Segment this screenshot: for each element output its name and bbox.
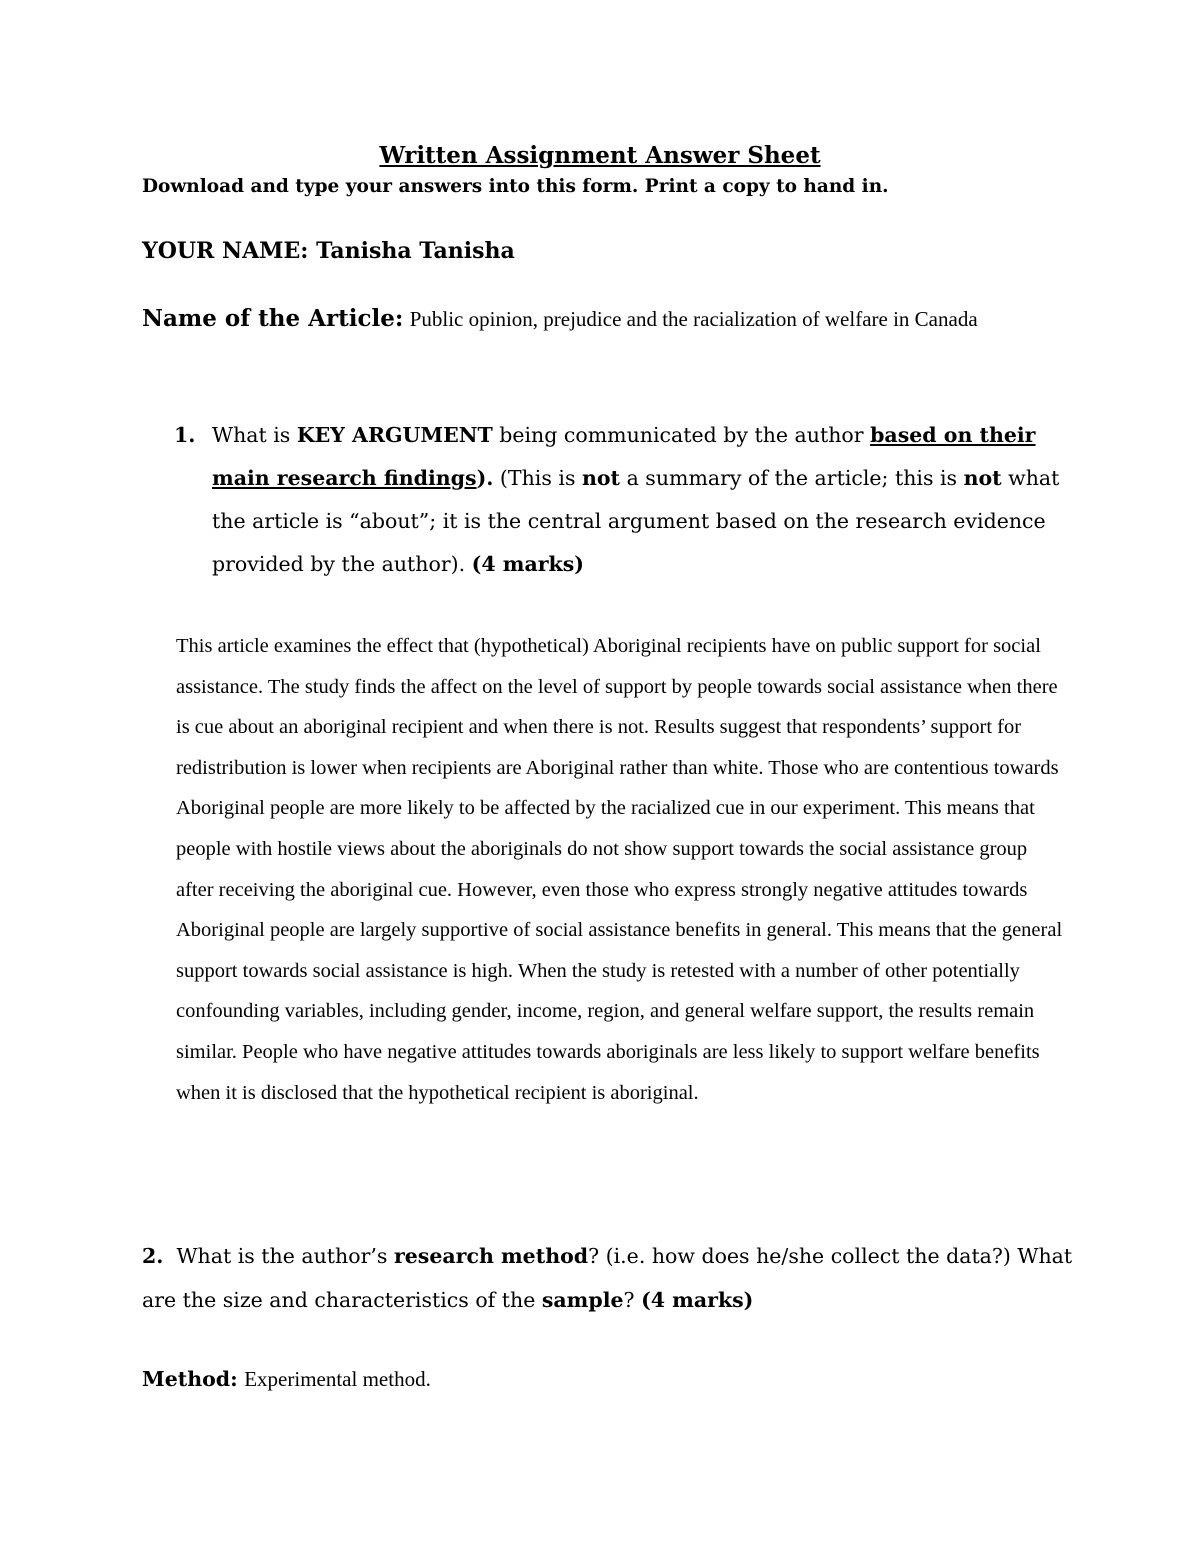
question-1 xyxy=(142,414,1082,586)
method-label: Method: xyxy=(142,1367,238,1391)
method-value: Experimental method. xyxy=(244,1367,431,1391)
question-2: 2. What is the author’s research method? (i.e. how does he/she collect the data?) What are the size and characteristics of the sample? (4 marks) xyxy=(142,1244,1073,1312)
article-name-label: Name of the Article: xyxy=(142,305,404,332)
instructions-text: Download and type your answers into this form. Print a copy to hand in. xyxy=(142,176,889,197)
question-1-number: 1. xyxy=(174,423,196,447)
question-1-text: What is KEY ARGUMENT being communicated by the author based on their main research findings). (This is not a summary of the article; this is not what the article is “about”; it is the central argument based on the research evidence provided by the author). (4 marks) xyxy=(212,423,1060,576)
question-2-number: 2. xyxy=(142,1244,164,1268)
page-title: Written Assignment Answer Sheet xyxy=(379,142,821,169)
method-answer-row xyxy=(142,1367,431,1392)
article-name-row xyxy=(142,302,1042,336)
article-name-value: Public opinion, prejudice and the racialization of welfare in Canada xyxy=(409,307,978,331)
question-1-answer: This article examines the effect that (hypothetical) Aboriginal recipients have on public support for social assistance. The study finds the affect on the level of support by people towards social assistance when there is cue about an aboriginal recipient and when there is not. Results suggest that respondents’ support for redistribution is lower when recipients are Aboriginal rather than white. Those who are contentious towards Aboriginal people are more likely to be affected by the racialized cue in our experiment. This means that people with hostile views about the aboriginals do not show support towards the social assistance group after receiving the aboriginal cue. However, even those who express strongly negative attitudes towards Aboriginal people are largely supportive of social assistance benefits in general. This means that the general support towards social assistance is high. When the study is retested with a number of other potentially confounding variables, including gender, income, region, and general welfare support, the results remain similar. People who have negative attitudes towards aboriginals are less likely to support welfare benefits when it is disclosed that the hypothetical recipient is aboriginal. xyxy=(176,635,1063,1104)
student-name-line: YOUR NAME: Tanisha Tanisha xyxy=(142,238,515,264)
